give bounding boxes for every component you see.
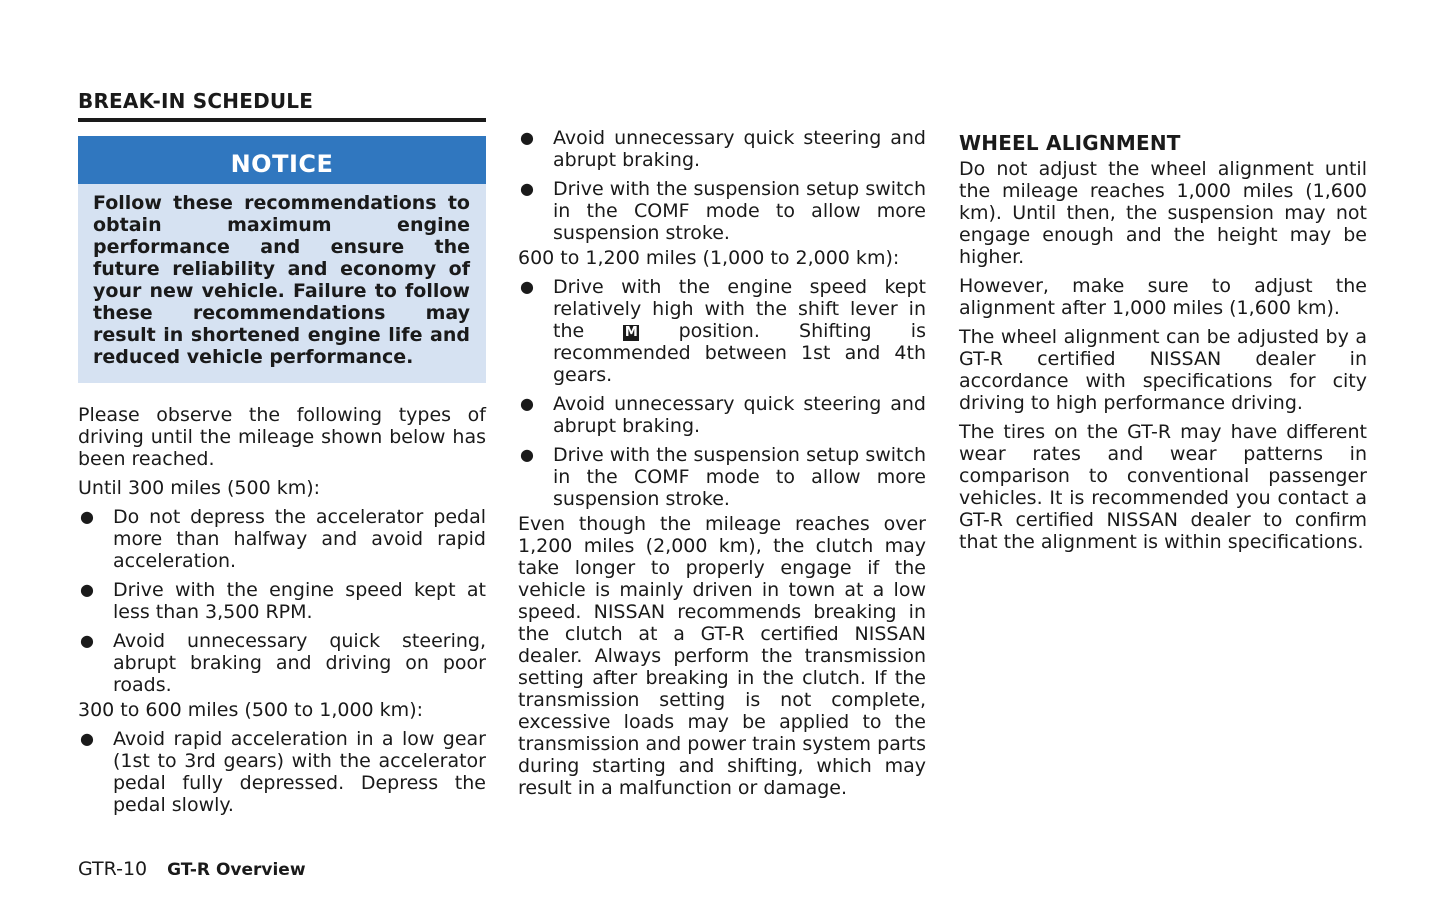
- list-item: [78, 728, 486, 816]
- list-item-text: Drive with the suspension setup switch in the COMF mode to allow more suspension stroke.: [553, 444, 926, 510]
- list-item-text-after: position. Shifting is recommended between 1st and 4th gears.: [553, 320, 926, 386]
- list-item-text: Avoid unnecessary quick steering, abrupt braking and driving on poor roads.: [113, 630, 486, 696]
- bullet-icon: ●: [520, 179, 534, 198]
- list-item-text: Do not depress the accelerator pedal more than halfway and avoid rapid acceleration.: [113, 506, 486, 572]
- list-item: [518, 276, 926, 386]
- column-1: [78, 404, 486, 823]
- page-number: GTR-10: [78, 858, 148, 880]
- stage2-label: 300 to 600 miles (500 to 1,000 km):: [78, 699, 424, 721]
- list-item-text: Avoid rapid acceleration in a low gear (1st to 3rd gears) with the accelerator pedal fully depressed. Depress the pedal slowly.: [113, 728, 486, 816]
- section-divider: [78, 118, 486, 122]
- section-title: BREAK-IN SCHEDULE: [78, 89, 314, 113]
- bullet-icon: ●: [80, 631, 94, 650]
- bullet-icon: ●: [80, 580, 94, 599]
- paragraph: The wheel alignment can be adjusted by a GT-R certified NISSAN dealer in accordance with specifications for city driving to high performance driving.: [959, 326, 1367, 414]
- list-item-text: Drive with the engine speed kept at less than 3,500 RPM.: [113, 579, 486, 623]
- bullet-icon: ●: [520, 445, 534, 464]
- paragraph: Do not adjust the wheel alignment until the mileage reaches 1,000 miles (1,600 km). Until then, the suspension may not engage enough and the height may be higher.: [959, 158, 1367, 268]
- list-item: [518, 178, 926, 244]
- column-3: [959, 131, 1367, 560]
- bullet-icon: ●: [520, 128, 534, 147]
- bullet-icon: ●: [80, 507, 94, 526]
- intro-paragraph: Please observe the following types of driving until the mileage shown below has been reached.: [78, 404, 486, 470]
- column-2: [518, 127, 926, 806]
- notice-heading: NOTICE: [78, 136, 486, 184]
- list-item-text: Avoid unnecessary quick steering and abrupt braking.: [553, 393, 926, 437]
- bullet-icon: ●: [520, 394, 534, 413]
- bullet-icon: ●: [520, 277, 534, 296]
- notice-box: [78, 136, 486, 383]
- closing-paragraph: Even though the mileage reaches over 1,200 miles (2,000 km), the clutch may take longer to properly engage if the vehicle is mainly driven in town at a low speed. NISSAN recommends breaking in the clutch at a GT-R certified NISSAN dealer. Always perform the transmission setting after breaking in the clutch. If the transmission setting is not complete, excessive loads may be applied to the transmission and power train system parts during starting and shifting, which may result in a malfunction or damage.: [518, 513, 926, 799]
- list-item: [78, 630, 486, 696]
- list-item-text: Drive with the suspension setup switch in the COMF mode to allow more suspension stroke.: [553, 178, 926, 244]
- list-item: [518, 444, 926, 510]
- list-item-text: Avoid unnecessary quick steering and abrupt braking.: [553, 127, 926, 171]
- wheel-alignment-title: WHEEL ALIGNMENT: [959, 131, 1181, 155]
- notice-body: Follow these recommendations to obtain maximum engine performance and ensure the future reliability and economy of your new vehicle. Failure to follow these recommendations may result in shortened engine life and reduced vehicle performance.: [93, 192, 470, 368]
- list-item: [78, 506, 486, 572]
- manual-mode-m-icon: M: [624, 325, 638, 340]
- list-item: [518, 393, 926, 437]
- paragraph: However, make sure to adjust the alignment after 1,000 miles (1,600 km).: [959, 275, 1367, 319]
- bullet-icon: ●: [80, 729, 94, 748]
- list-item-text-before: Drive with the engine speed kept relatively high with the shift lever in the: [553, 276, 926, 342]
- page-footer: [78, 858, 306, 880]
- list-item-text: [553, 276, 926, 386]
- footer-section-name: GT-R Overview: [167, 860, 306, 880]
- stage1-label: Until 300 miles (500 km):: [78, 477, 321, 499]
- list-item: [518, 127, 926, 171]
- paragraph: The tires on the GT-R may have different wear rates and wear patterns in comparison to conventional passenger vehicles. It is recommended you contact a GT-R certified NISSAN dealer to confirm that the alignment is within specifications.: [959, 421, 1367, 553]
- list-item: [78, 579, 486, 623]
- stage3-label: 600 to 1,200 miles (1,000 to 2,000 km):: [518, 247, 900, 269]
